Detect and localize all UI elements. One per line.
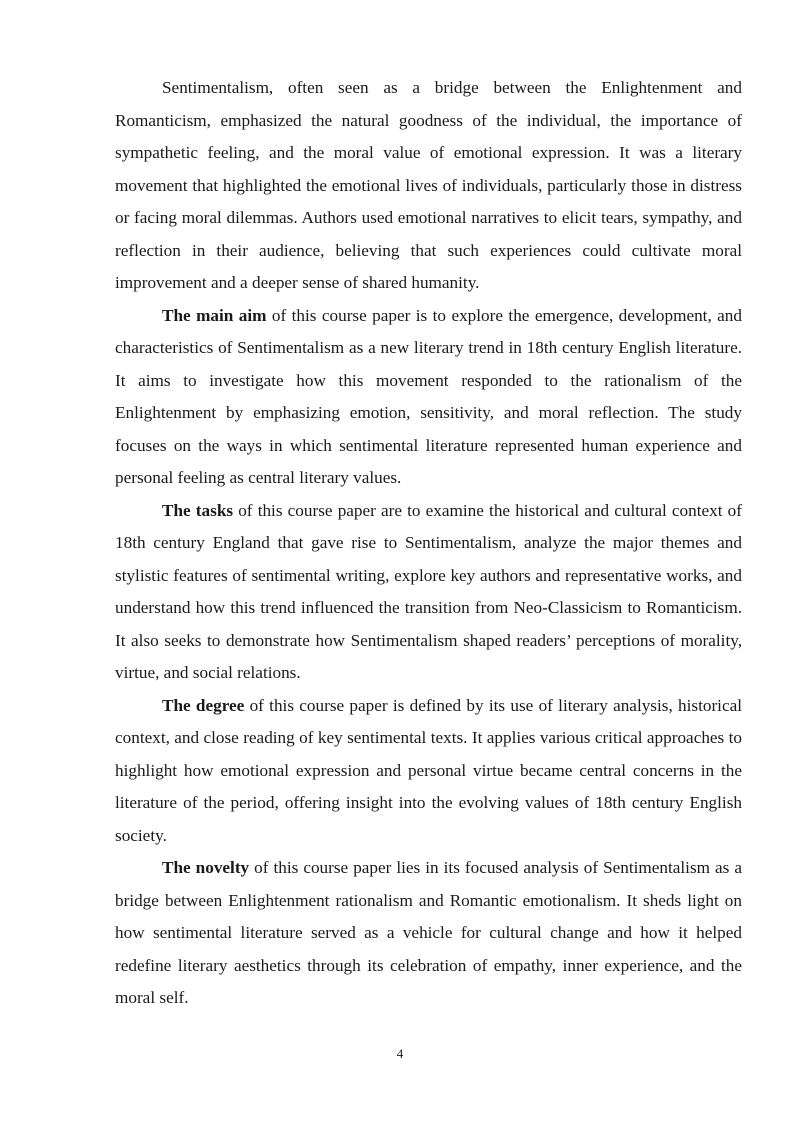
- paragraph-novelty: [115, 852, 742, 1015]
- paragraph-intro: [115, 72, 742, 300]
- page-number: 4: [396, 1046, 404, 1061]
- paragraph-degree: [115, 690, 742, 853]
- paragraph-main-aim: [115, 300, 742, 495]
- paragraph-degree-lead: The degree: [162, 695, 245, 715]
- document-body: [115, 72, 742, 1015]
- paragraph-main-aim-lead: The main aim: [162, 305, 267, 325]
- paragraph-novelty-text: of this course paper lies in its focused analysis of Sentimentalism as a bridge between Enlightenment rationalism and Romantic emotionalism. It sheds light on how sentimental literature served as a vehicle for cultural change and how it helped redefine literary aesthetics through its celebration of empathy, inner experience, and the moral self.: [115, 858, 742, 1007]
- paragraph-tasks: [115, 495, 742, 690]
- paragraph-tasks-text: of this course paper are to examine the historical and cultural context of 18th century England that gave rise to Sentimentalism, analyze the major themes and stylistic features of sentimental writing, explore key authors and representative works, and understand how this trend influenced the transition from Neo-Classicism to Romanticism. It also seeks to demonstrate how Sentimentalism shaped readers’ perceptions of morality, virtue, and social relations.: [115, 500, 742, 682]
- paragraph-novelty-lead: The novelty: [162, 858, 250, 877]
- paragraph-intro-text: Sentimentalism, often seen as a bridge between the Enlightenment and Romanticism, emphasized the natural goodness of the individual, the importance of sympathetic feeling, and the moral value of emotional expression. It was a literary movement that highlighted the emotional lives of individuals, particularly those in distress or facing moral dilemmas. Authors used emotional narratives to elicit tears, sympathy, and reflection in their audience, believing that such experiences could cultivate moral improvement and a deeper sense of shared humanity.: [115, 78, 742, 292]
- paragraph-main-aim-text: of this course paper is to explore the emergence, development, and characteristics of Sentimentalism as a new literary trend in 18th century English literature. It aims to investigate how this movement responded to the rationalism of the Enlightenment by emphasizing emotion, sensitivity, and moral reflection. The study focuses on the ways in which sentimental literature represented human experience and personal feeling as central literary values.: [115, 305, 742, 487]
- paragraph-degree-text: of this course paper is defined by its use of literary analysis, historical context, and close reading of key sentimental texts. It applies various critical approaches to highlight how emotional expression and personal virtue became central concerns in the literature of the period, offering insight into the evolving values of 18th century English society.: [115, 695, 742, 845]
- paragraph-tasks-lead: The tasks: [162, 500, 234, 520]
